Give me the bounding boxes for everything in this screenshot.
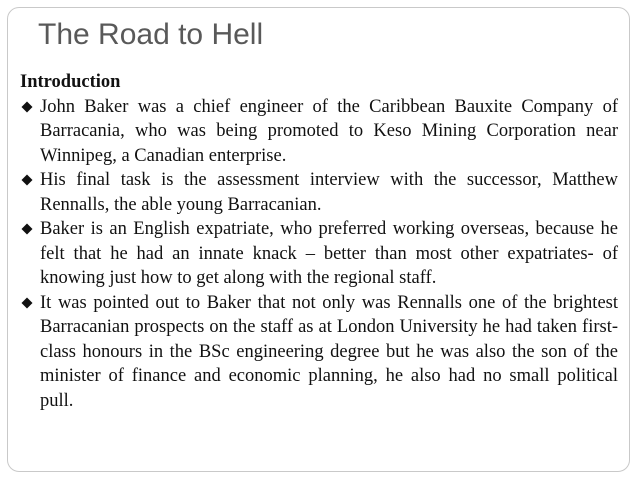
bullet-item [20, 168, 618, 217]
bullet-marker-icon [21, 223, 32, 234]
bullet-item [20, 95, 618, 169]
bullet-marker-icon [21, 174, 32, 185]
bullet-marker-icon [21, 297, 32, 308]
section-heading: Introduction [20, 72, 121, 92]
slide-title: The Road to Hell [38, 18, 264, 51]
bullet-marker-icon [21, 101, 32, 112]
slide-content [20, 70, 618, 413]
bullet-item [20, 291, 618, 414]
bullet-item [20, 217, 618, 291]
bullet-text: His final task is the assessment interview with the successor, Matthew Rennalls, the able young Barracanian. [40, 170, 618, 215]
bullet-text: Baker is an English expatriate, who preferred working overseas, because he felt that he had an innate knack – better than most other expatriates- of knowing just how to get along with the regional staff. [40, 219, 618, 288]
bullet-text: It was pointed out to Baker that not only was Rennalls one of the brightest Barracanian prospects on the staff as at London University he had taken first-class honours in the BSc engineering degree but he was also the son of the minister of finance and economic planning, he also had no small political pull. [40, 292, 618, 411]
bullet-text: John Baker was a chief engineer of the Caribbean Bauxite Company of Barracania, who was being promoted to Keso Mining Corporation near Winnipeg, a Canadian enterprise. [40, 96, 618, 166]
